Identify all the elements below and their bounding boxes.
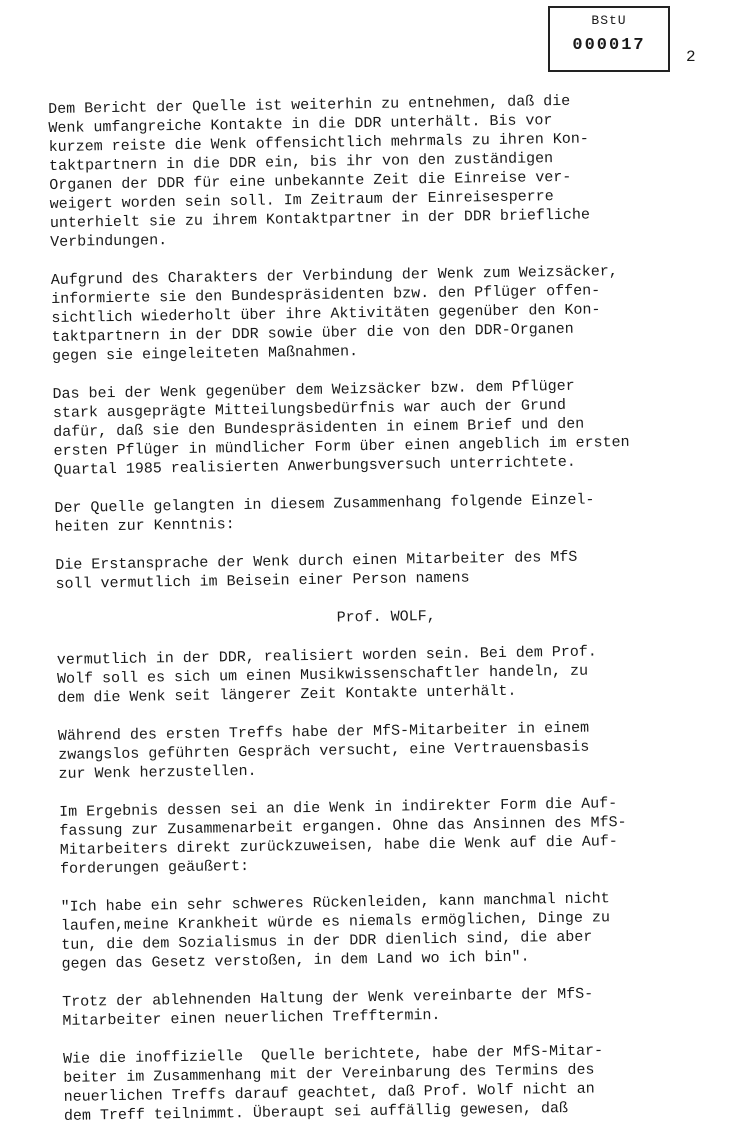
document-body [48,90,694,1145]
archive-stamp [548,6,670,72]
paragraph-10: Wie die inoffizielle Quelle berichtete, habe der MfS-Mitar- beiter im Zusammenhang mit der Vereinbarung des Termins des neuerlichen Treffs darauf geachtet, daß Prof. Wolf nicht an dem Treff teilnimmt. Überaupt sei auffällig gewesen, daß [62,1042,604,1125]
paragraph-5: Die Erstansprache der Wenk durch einen Mitarbeiter des MfS soll vermutlich im Beisein einer Person namens [55,548,578,593]
paragraph-9: Trotz der ablehnenden Haltung der Wenk vereinbarte der MfS- Mitarbeiter einen neuerlichen Trefftermin. [62,985,594,1030]
paragraph-4: Der Quelle gelangten in diesem Zusammenhang folgende Einzel- heiten zur Kenntnis: [54,491,595,536]
stamp-agency: BStU [591,13,627,28]
paragraph-2: Aufgrund des Charakters der Verbindung der Wenk zum Weizsäcker, informierte sie den Bundespräsidenten bzw. den Pflüger offen- sichtlich wiederholt über ihre Aktivitäten gegenüber den Kon- taktpartnern in der DDR sowie über die von den DDR-Organen gegen sie eingeleiteten Maßnahmen. [50,263,618,365]
paragraph-6: vermutlich in der DDR, realisiert worden sein. Bei dem Prof. Wolf soll es sich um einen Musikwissenschaftler handeln, zu dem die Wenk seit längerer Zeit Kontakte unterhält. [56,643,597,707]
quote-paragraph: "Ich habe ein sehr schweres Rückenleiden, kann manchmal nicht laufen,meine Krankheit würde es niemals ermöglichen, Dinge zu tun, die dem Sozialismus in der DDR dienlich sind, die aber gegen das Gesetz verstoßen, in dem Land wo ich bin". [60,890,611,973]
stamp-number: 000017 [572,36,646,55]
paragraph-7: Während des ersten Treffs habe der MfS-Mitarbeiter in einem zwangslos geführten Gespräch versucht, eine Vertrauensbasis zur Wenk herzustellen. [57,719,590,783]
paragraph-3: Das bei der Wenk gegenüber dem Weizsäcker bzw. dem Pflüger stark ausgeprägte Mitteilungsbedürfnis war auch der Grund dafür, daß sie den Bundespräsidenten in einem Brief und den ersten Pflüger in mündlicher Form über einen angeblich im ersten Quartal 1985 realisierten Anwerbungsversuch unterrichtete. [52,377,630,479]
page-number: 2 [686,48,696,66]
name-highlight: Prof. WOLF, [336,607,436,627]
paragraph-8: Im Ergebnis dessen sei an die Wenk in indirekter Form die Auf- fassung zur Zusammenarbeit ergangen. Ohne das Ansinnen des MfS- Mitarbeiters direkt zurückzuweisen, habe die Wenk auf die Auf- forderungen geäußert: [59,795,627,878]
paragraph-1: Dem Bericht der Quelle ist weiterhin zu entnehmen, daß die Wenk umfangreiche Kontakte in die DDR unterhält. Bis vor kurzem reiste die Wenk offensichtlich mehrmals zu ihren Kon- taktpartnern in die DDR ein, bis ihr von den zuständigen Organen der DDR für eine unbekannte Zeit die Einreise ver- weigert worden sein soll. Im Zeitraum der Einreisesperre unterhielt sie zu ihrem Kontaktpartner in der DDR briefliche Verbindungen. [48,92,591,251]
